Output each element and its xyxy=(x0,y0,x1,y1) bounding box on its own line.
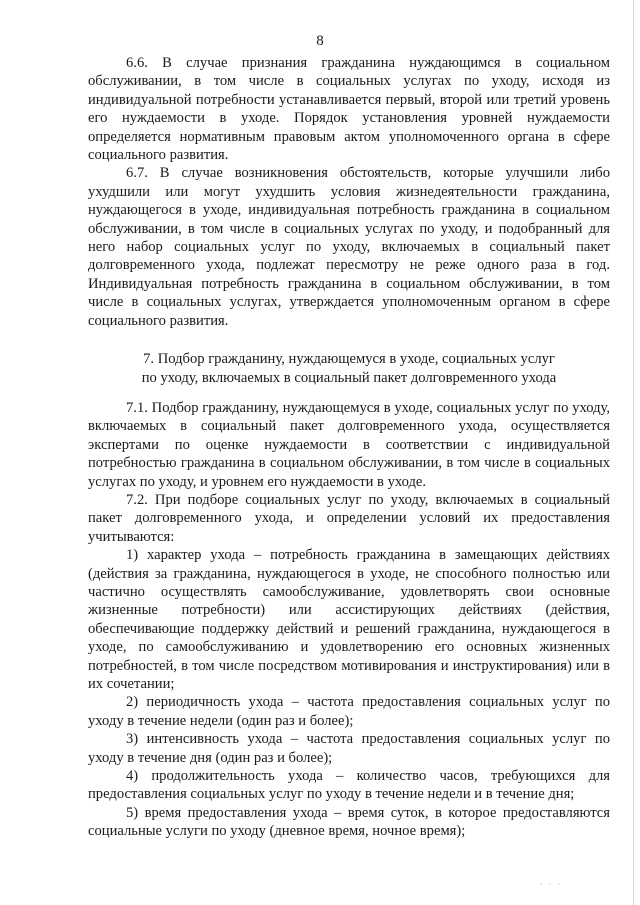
paragraph-6-7: 6.7. В случае возникновения обстоятельств, которые улучшили либо ухудшили или могут ухудшить условия жизнедеятельности гражданина, нуждающегося в уходе, индивидуальная потребность гражданина в социальном обслуживании, в том числе в социальных услугах по уходу, и подобранный для него набор социальных услуг по уходу, включаемых в социальный пакет долговременного ухода, подлежат пересмотру не реже одного раза в год. Индивидуальная потребность гражданина в социальном обслуживании, в том числе в социальных услугах, утверждается уполномоченным органом в сфере социального развития. xyxy=(88,165,610,329)
section-7-heading xyxy=(88,350,610,387)
list-item-4: 4) продолжительность ухода – количество часов, требующихся для предоставления социальных услуг по уходу в течение недели и в течение дня; xyxy=(88,768,610,803)
scan-marks: · · · xyxy=(540,880,562,889)
paragraph-7-2: 7.2. При подборе социальных услуг по уходу, включаемых в социальный пакет долговременного ухода, и определении условий их предоставления учитываются: xyxy=(88,491,610,545)
paragraph-7-1: 7.1. Подбор гражданину, нуждающемуся в уходе, социальных услуг по уходу, включаемых в социальный пакет долговременного ухода, осуществляется экспертами по оценке нуждаемости в соответствии с индивидуальной потребностью гражданина в социальном обслуживании, в том числе в социальных услугах по уходу, и уровнем его нуждаемости в уходе. xyxy=(88,399,610,490)
section-7-heading-line2: по уходу, включаемых в социальный пакет долговременного ухода xyxy=(141,369,557,386)
list-item-2: 2) периодичность ухода – частота предоставления социальных услуг по уходу в течение недели (один раз и более); xyxy=(88,694,610,729)
list-item-5: 5) время предоставления ухода – время суток, в которое предоставляются социальные услуги по уходу (дневное время, ночное время); xyxy=(88,804,610,840)
list-item-1: 1) характер ухода – потребность гражданина в замещающих действиях (действия за гражданина, нуждающегося в уходе, не способного полностью или частично осуществлять самообслуживание, удовлетворять свои основные жизненные потребности) или ассистирующих действиях (действия, обеспечивающие поддержку действий и решений гражданина, нуждающегося в уходе, по самообслуживанию и удовлетворению его основных жизненных потребностей, в том числе посредством мотивирования и инструктирования) или в их сочетании; xyxy=(88,547,610,692)
page-edge-divider xyxy=(633,0,634,905)
list-item-3: 3) интенсивность ухода – частота предоставления социальных услуг по уходу в течение дня (один раз и более); xyxy=(88,731,610,766)
section-7-heading-line1: 7. Подбор гражданину, нуждающемуся в уходе, социальных услуг xyxy=(143,351,555,368)
page-number: 8 xyxy=(316,33,324,49)
document-body xyxy=(88,54,610,841)
paragraph-6-6: 6.6. В случае признания гражданина нуждающимся в социальном обслуживании, в том числе в социальных услугах по уходу, исходя из индивидуальной потребности устанавливается первый, второй или третий уровень его нуждаемости в уходе. Порядок установления уровней нуждаемости определяется нормативным правовым актом уполномоченного органа в сфере социального развития. xyxy=(88,55,610,164)
